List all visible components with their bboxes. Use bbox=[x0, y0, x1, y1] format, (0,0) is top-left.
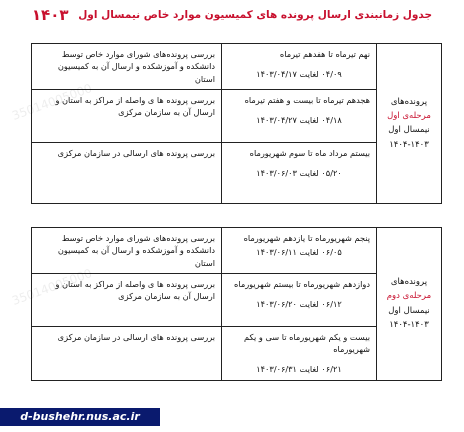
date-values: ۰۶/۱۲ لغایت ۱۴۰۳/۰۶/۲۰ bbox=[256, 299, 342, 310]
date-cell bbox=[222, 44, 377, 90]
title-year: ۱۴۰۳ bbox=[31, 6, 69, 24]
page-title bbox=[0, 6, 464, 24]
semester-line: نیمسال اول bbox=[388, 305, 430, 316]
description-text: بررسی پرونده ها ی واصله از مراکز به استان و ارسال آن به سازمان مرکزی bbox=[55, 94, 215, 118]
description-cell bbox=[32, 44, 222, 90]
semester-cell bbox=[377, 228, 442, 381]
description-text: بررسی پرونده های ارسالی در سازمان مرکزی bbox=[57, 147, 215, 158]
date-cell bbox=[222, 228, 377, 274]
table-row bbox=[32, 228, 442, 274]
date-values: ۰۴/۰۹ لغایت ۱۴۰۳/۰۴/۱۷ bbox=[256, 69, 342, 80]
semester-cell bbox=[377, 44, 442, 204]
semester-stage: مرحله‌ی دوم bbox=[386, 291, 432, 302]
schedule-table-stage-2 bbox=[31, 227, 442, 381]
date-values: ۰۴/۱۸ لغایت ۱۴۰۳/۰۴/۲۷ bbox=[256, 115, 342, 126]
semester-stage: مرحله‌ی اول bbox=[387, 111, 431, 121]
description-text: بررسی پرونده ها ی واصله از مراکز به استان و ارسال آن به سازمان مرکزی bbox=[55, 278, 215, 302]
date-range: بیستم مرداد ماه تا سوم شهریورماه bbox=[249, 147, 370, 158]
semester-line: پرونده‌های bbox=[390, 277, 428, 288]
schedule-table-stage-1 bbox=[31, 43, 442, 204]
date-values: ۰۵/۲۰ لغایت ۱۴۰۳/۰۶/۰۳ bbox=[256, 168, 342, 179]
date-cell bbox=[222, 326, 377, 380]
date-cell bbox=[222, 142, 377, 203]
site-url-banner[interactable]: d-bushehr.nus.ac.ir bbox=[0, 408, 160, 426]
description-text: بررسی پرونده های ارسالی در سازمان مرکزی bbox=[57, 331, 215, 342]
watermark: 35014005000 bbox=[10, 81, 94, 123]
table-row bbox=[32, 44, 442, 90]
description-cell bbox=[32, 228, 222, 274]
semester-line: نیمسال اول bbox=[388, 125, 430, 136]
watermark: 35014005000 bbox=[10, 266, 94, 308]
semester-line: پرونده‌های bbox=[390, 96, 428, 107]
semester-line: ۱۴۰۴-۱۴۰۳ bbox=[389, 320, 429, 331]
description-cell bbox=[32, 142, 222, 203]
title-text: جدول زمانبندی ارسال پرونده های کمیسیون موارد خاص نیمسال اول bbox=[78, 9, 433, 21]
date-cell bbox=[222, 273, 377, 326]
date-range: هجدهم تیرماه تا بیست و هفتم تیرماه bbox=[244, 94, 370, 105]
date-range: نهم تیرماه تا هفدهم تیرماه bbox=[279, 49, 370, 59]
date-range: بیست و یکم شهریورماه تا سی و یکم شهریورماه bbox=[244, 331, 370, 355]
date-cell bbox=[222, 89, 377, 142]
description-cell bbox=[32, 326, 222, 380]
description-text: بررسی پرونده‌های شورای موارد خاص توسط دانشکده و آموزشکده و ارسال آن به کمیسیون استان bbox=[57, 233, 215, 268]
date-values: ۰۶/۲۱ لغایت ۱۴۰۳/۰۶/۳۱ bbox=[256, 364, 342, 375]
date-range: پنجم شهریورماه تا یازدهم شهریورماه bbox=[243, 233, 370, 243]
date-values: ۰۶/۰۵ لغایت ۱۴۰۳/۰۶/۱۱ bbox=[256, 247, 342, 258]
description-text: بررسی پرونده‌های شورای موارد خاص توسط دانشکده و آموزشکده و ارسال آن به کمیسیون استان bbox=[57, 49, 215, 84]
date-range: دوازدهم شهریورماه تا بیستم شهریورماه bbox=[234, 278, 370, 289]
semester-line: ۱۴۰۴-۱۴۰۳ bbox=[389, 139, 429, 150]
